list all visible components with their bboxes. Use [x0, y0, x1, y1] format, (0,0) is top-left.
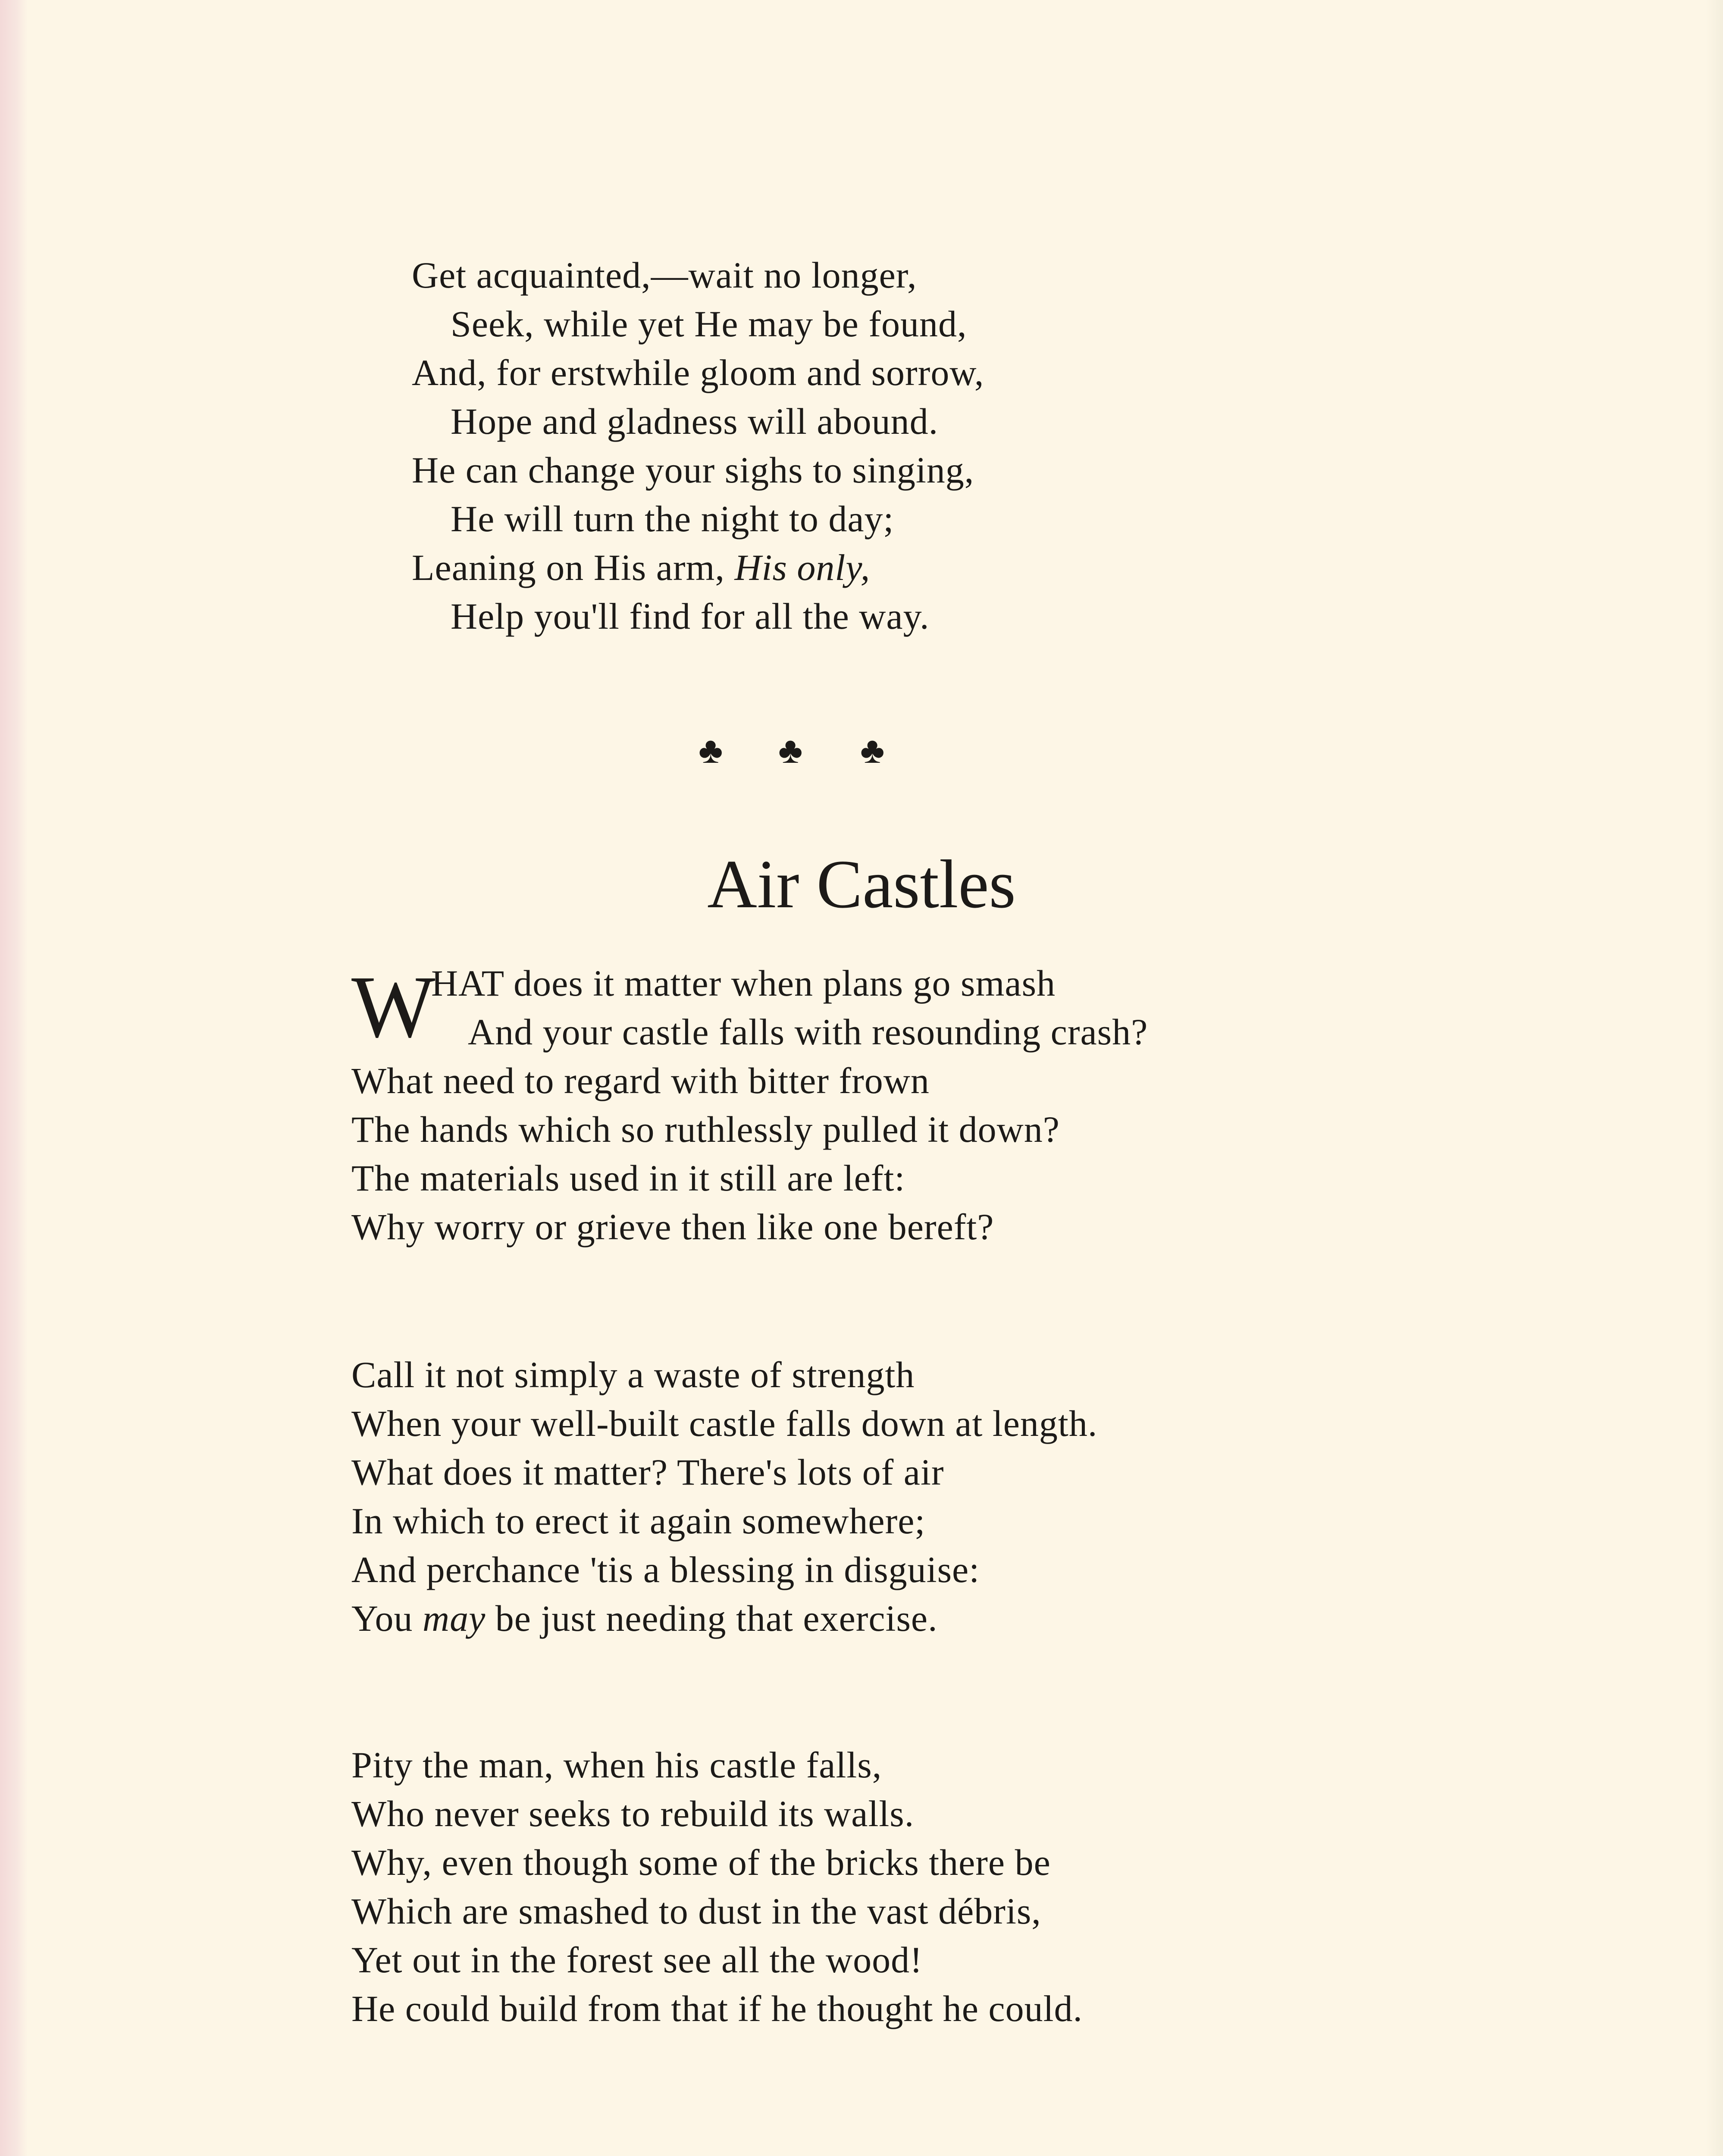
poem-line: He will turn the night to day;	[451, 498, 894, 539]
club-ornament-icon: ♣	[778, 730, 803, 771]
poem-line: He can change your sighs to singing,	[412, 449, 974, 491]
poem-line: The materials used in it still are left:	[351, 1157, 905, 1199]
poem-line: What need to regard with bitter frown	[351, 1060, 930, 1101]
club-ornament-icon: ♣	[699, 730, 723, 771]
poem-line: Leaning on His arm, His only,	[412, 547, 871, 588]
poem-line: And, for erstwhile gloom and sorrow,	[412, 352, 984, 393]
poem-line: HAT does it matter when plans go smash	[431, 962, 1056, 1004]
poem-line: Why worry or grieve then like one bereft?	[351, 1206, 994, 1247]
poem-line: Which are smashed to dust in the vast débris,	[351, 1890, 1041, 1932]
poem-line: And perchance 'tis a blessing in disguise:	[351, 1549, 980, 1590]
poem-line: The hands which so ruthlessly pulled it down?	[351, 1109, 1060, 1150]
poem-line: You may be just needing that exercise.	[351, 1598, 938, 1639]
drop-cap: W	[351, 957, 435, 1056]
emphasis: His only,	[734, 547, 871, 588]
poem-line: He could build from that if he thought he could.	[351, 1988, 1083, 2029]
poem-line: Help you'll find for all the way.	[451, 595, 930, 637]
poem-line: Call it not simply a waste of strength	[351, 1354, 915, 1395]
emphasis: may	[423, 1598, 486, 1639]
page-edge-left	[0, 0, 28, 2156]
club-ornament-icon: ♣	[860, 730, 885, 771]
poem-line: Who never seeks to rebuild its walls.	[351, 1793, 915, 1834]
poem-line: Yet out in the forest see all the wood!	[351, 1939, 923, 1981]
ornament-divider	[690, 729, 914, 780]
poem-title: Air Castles	[707, 846, 1016, 922]
poem-line: When your well-built castle falls down at length.	[351, 1403, 1098, 1444]
poem-line: What does it matter? There's lots of air	[351, 1451, 944, 1493]
poem-line: Get acquainted,—wait no longer,	[412, 254, 917, 296]
poem-line: Pity the man, when his castle falls,	[351, 1744, 882, 1786]
poem-line: In which to erect it again somewhere;	[351, 1500, 926, 1542]
poem-line: And your castle falls with resounding crash?	[468, 1011, 1148, 1053]
poem-line: Hope and gladness will abound.	[451, 401, 939, 442]
poem-line: Seek, while yet He may be found,	[451, 303, 967, 345]
page-edge-right	[1706, 0, 1723, 2156]
poem-line: Why, even though some of the bricks there be	[351, 1842, 1051, 1883]
